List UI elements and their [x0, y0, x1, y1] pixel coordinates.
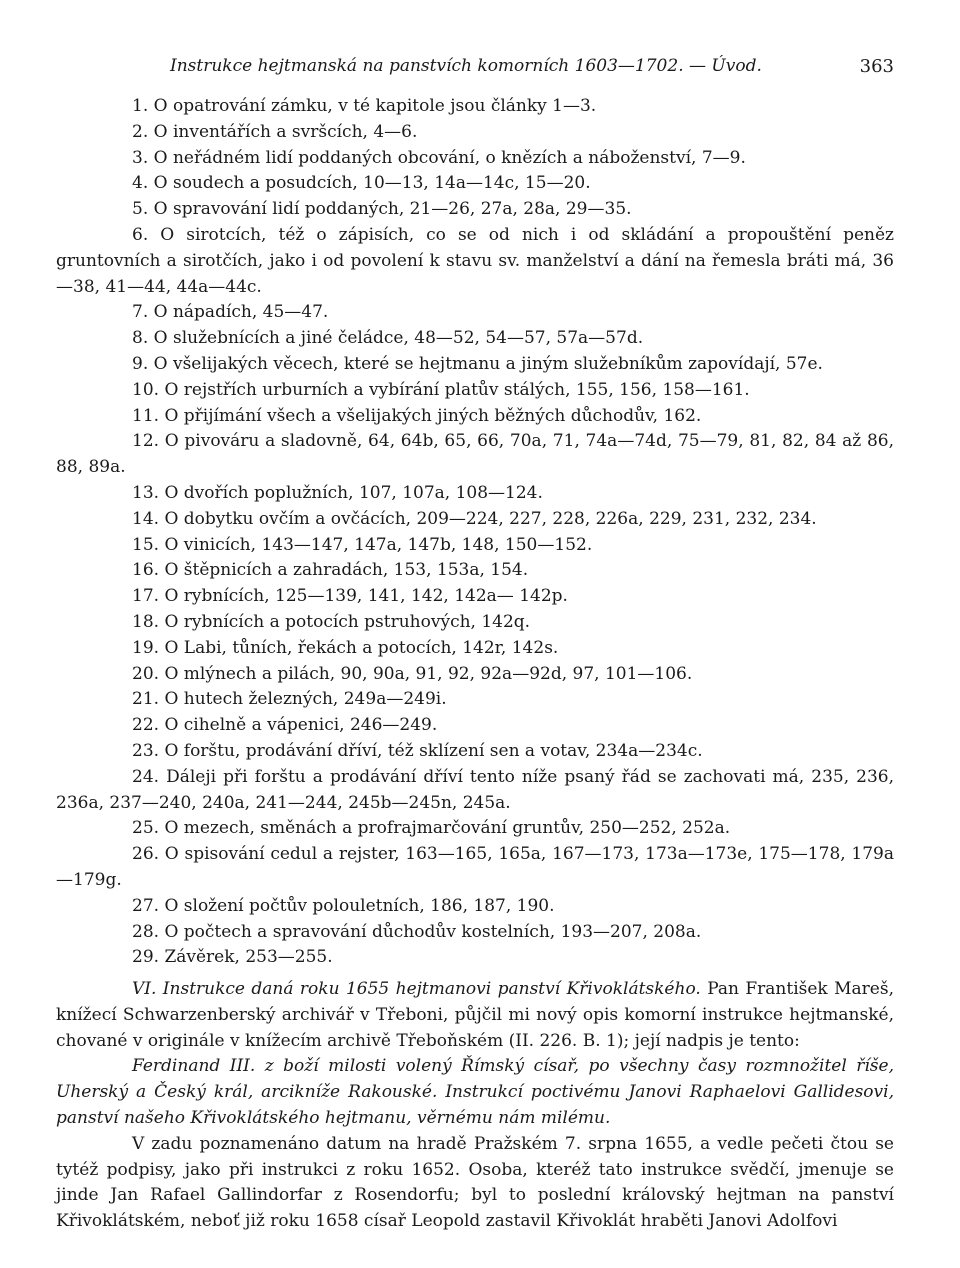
- section-heading: VI. Instrukce daná roku 1655 hejtmanovi panství Křivoklátského.: [132, 979, 701, 1000]
- document-page: [56, 44, 894, 1235]
- chapter-item: 6. O sirotcích, též o zápisích, co se od nich i od skládání a propouštění peněz gruntovních a sirotčích, jako i od povolení k stavu sv. manželství a dání na řemesla bráti má, 36—38, 41—44, 44a—44c.: [56, 224, 894, 297]
- section-vi: [56, 977, 894, 1235]
- chapter-item: 19. O Labi, tůních, řekách a potocích, 142r, 142s.: [132, 637, 559, 658]
- chapter-item: 7. O nápadích, 45—47.: [132, 302, 329, 323]
- chapter-item: 22. O cihelně a vápenici, 246—249.: [132, 715, 438, 736]
- chapter-item: 20. O mlýnech a pilách, 90, 90a, 91, 92, 92a—92d, 97, 101—106.: [132, 663, 693, 684]
- chapter-item: 13. O dvořích poplužních, 107, 107a, 108—124.: [132, 482, 543, 503]
- chapter-item: 25. O mezech, směnách a profrajmarčování gruntův, 250—252, 252a.: [132, 818, 731, 839]
- chapter-item: 12. O pivováru a sladovně, 64, 64b, 65, 66, 70a, 71, 74a—74d, 75—79, 81, 82, 84 až 86, 88, 89a.: [56, 431, 894, 478]
- chapter-item: 9. O všelijakých věcech, které se hejtmanu a jiným služebníkům zapovídají, 57e.: [132, 353, 823, 374]
- chapter-item: 27. O složení počtův polouletních, 186, 187, 190.: [132, 895, 555, 916]
- section-vi-intro: [56, 977, 894, 1054]
- chapter-item: 29. Závěrek, 253—255.: [132, 947, 333, 968]
- running-header: [56, 44, 894, 78]
- chapter-item: 15. O vinicích, 143—147, 147a, 147b, 148, 150—152.: [132, 534, 593, 555]
- chapter-item: 2. O inventářích a svršcích, 4—6.: [132, 121, 418, 142]
- chapter-item: 26. O spisování cedul a rejster, 163—165, 165a, 167—173, 173a—173e, 175—178, 179a—179g.: [56, 844, 894, 890]
- chapter-item: 1. O opatrování zámku, v té kapitole jsou články 1—3.: [132, 96, 597, 116]
- instruction-salutation: Ferdinand III. z boží milosti volený Římský císař, po všechny časy rozmnožitel říše, Uherský a Český král, arcikníže Rakouské. Instrukcí poctivému Janovi Raphaelovi Gallidesovi, panství našeho Křivoklátského hejtmanu, věrnému nám milému.: [56, 1056, 894, 1129]
- running-title: Instrukce hejtmanská na panstvích komorních 1603—1702. — Úvod.: [170, 56, 762, 76]
- chapter-item: 10. O rejstřích urburních a vybírání platův stálých, 155, 156, 158—161.: [132, 379, 750, 400]
- chapter-item: 21. O hutech železných, 249a—249i.: [132, 689, 447, 710]
- chapter-item: 16. O štěpnicích a zahradách, 153, 153a, 154.: [132, 560, 529, 581]
- chapter-item: 24. Dáleji při forštu a prodávání dříví tento níže psaný řád se zachovati má, 235, 236, 236a, 237—240, 240a, 241—244, 245b—245n, 245a.: [56, 766, 894, 813]
- chapter-list: [56, 94, 894, 971]
- page-number: 363: [859, 56, 894, 77]
- chapter-item: 28. O počtech a spravování důchodův kostelních, 193—207, 208a.: [132, 921, 702, 942]
- chapter-item: 14. O dobytku ovčím a ovčácích, 209—224, 227, 228, 226a, 229, 231, 232, 234.: [132, 508, 817, 529]
- chapter-item: 17. O rybnících, 125—139, 141, 142, 142a— 142p.: [132, 586, 568, 607]
- chapter-item: 4. O soudech a posudcích, 10—13, 14a—14c, 15—20.: [132, 173, 591, 194]
- section-paragraph: V zadu poznamenáno datum na hradě Pražském 7. srpna 1655, a vedle pečeti čtou se tytéž podpisy, jako při instrukci z roku 1652. Osoba, kteréž tato instrukce svědčí, jmenuje se jinde Jan Rafael Gallindorfar z Rosendorfu; byl to poslední královský hejtman na panství Křivoklátském, neboť již roku 1658 císař Leopold zastavil Křivoklát hraběti Janovi Adolfovi: [56, 1133, 894, 1232]
- chapter-item: 3. O neřádném lidí poddaných obcování, o knězích a náboženství, 7—9.: [132, 147, 746, 168]
- chapter-item: 18. O rybnících a potocích pstruhových, 142q.: [132, 611, 531, 632]
- chapter-item: 8. O služebnících a jiné čeládce, 48—52, 54—57, 57a—57d.: [132, 328, 644, 349]
- section-paragraph: Pan František Mareš, knížecí Schwarzenberský archivář v Třeboni, půjčil mi nový opis komorní instrukce hejtmanské, chované v originále v knížecím archivě Třeboňském (II. 226. B. 1); její nadpis je tento:: [56, 979, 894, 1051]
- chapter-item: 11. O přijímání všech a všelijakých jiných běžných důchodův, 162.: [132, 405, 702, 426]
- chapter-item: 5. O spravování lidí poddaných, 21—26, 27a, 28a, 29—35.: [132, 199, 632, 220]
- chapter-item: 23. O forštu, prodávání dříví, též sklízení sen a votav, 234a—234c.: [132, 740, 703, 761]
